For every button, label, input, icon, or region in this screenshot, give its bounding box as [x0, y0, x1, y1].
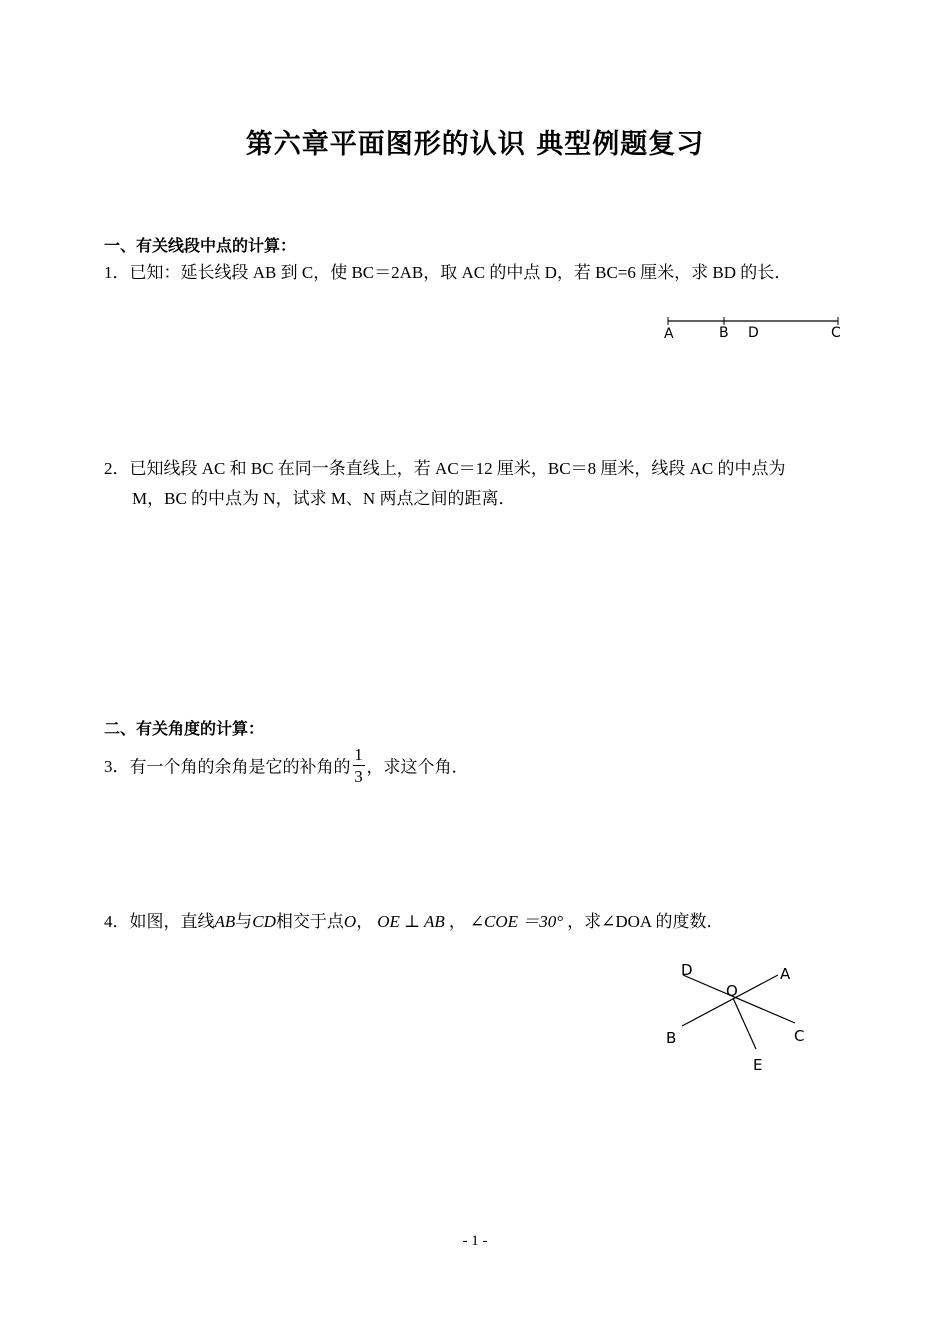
angle-figure — [660, 958, 820, 1076]
fraction-denominator: 3 — [354, 767, 363, 786]
point-label-a: A — [664, 326, 674, 342]
question-2 — [104, 454, 854, 514]
question-text: ，求∠DOA 的度数． — [567, 912, 724, 931]
math-angle: ∠COE ＝30° — [469, 912, 564, 931]
segment-figure — [655, 312, 855, 346]
point-label-c: C — [831, 325, 841, 341]
point-label-d: D — [681, 961, 693, 979]
point-label-e: E — [753, 1056, 763, 1074]
page-number: - 1 - — [462, 1233, 488, 1249]
question-1 — [104, 258, 854, 288]
fraction-numerator: 1 — [354, 745, 363, 764]
question-4 — [104, 907, 854, 937]
math-ab: AB — [214, 912, 236, 931]
point-label-c: C — [794, 1027, 805, 1045]
question-text: 相交于点 — [275, 912, 344, 931]
question-number: 2． — [104, 459, 130, 478]
point-label-d: D — [748, 325, 759, 341]
question-text: ， — [448, 912, 466, 931]
question-text: 如图，直线 — [129, 912, 215, 931]
question-text: 已知：延长线段 AB 到 C，使 BC＝2AB，取 AC 的中点 D，若 BC=6 厘米，求 BD 的长． — [129, 263, 792, 282]
question-number: 3． — [104, 757, 130, 777]
question-text: 与 — [235, 912, 253, 931]
question-3 — [104, 745, 854, 788]
fraction-bar — [353, 765, 365, 766]
point-label-b: B — [719, 325, 729, 341]
ray-oe — [733, 998, 756, 1049]
question-number: 4． — [104, 912, 130, 931]
line-dc — [683, 975, 795, 1023]
question-text: ， — [356, 912, 374, 931]
point-label-a: A — [780, 965, 791, 983]
question-text-line2: M，BC 的中点为 N，试求 M、N 两点之间的距离． — [132, 489, 516, 508]
section-heading-angles: 二、有关角度的计算： — [104, 719, 265, 738]
point-label-b: B — [666, 1029, 677, 1047]
question-text: 有一个角的余角是它的补角的 — [129, 757, 351, 777]
question-text-end: ，求这个角． — [366, 757, 469, 777]
question-text-line1: 已知线段 AC 和 BC 在同一条直线上，若 AC＝12 厘米，BC＝8 厘米，线段 AC 的中点为 — [129, 459, 786, 478]
question-number: 1． — [104, 263, 130, 282]
math-cd: CD — [252, 912, 276, 931]
math-perpendicular: OE ⊥ AB — [377, 912, 445, 931]
page-title: 第六章平面图形的认识 典型例题复习 — [245, 129, 705, 160]
math-o: O — [343, 912, 357, 931]
fraction — [353, 746, 365, 785]
section-heading-segments: 一、有关线段中点的计算： — [104, 236, 297, 255]
point-label-o: O — [726, 982, 738, 1000]
